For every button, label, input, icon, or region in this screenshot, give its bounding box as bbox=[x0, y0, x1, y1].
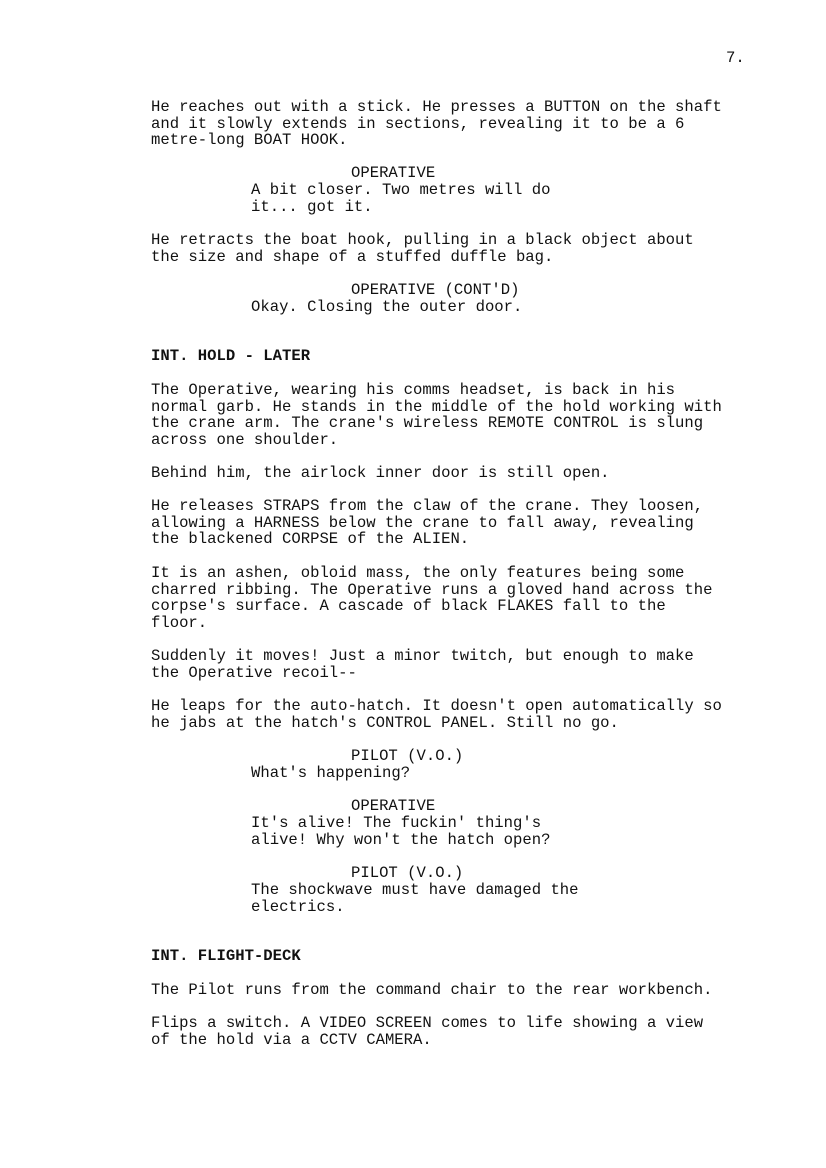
action-paragraph: The Pilot runs from the command chair to the rear workbench. bbox=[151, 981, 713, 999]
action-paragraph: He reaches out with a stick. He presses a BUTTON on the shaft and it slowly extends in sections, revealing it to be a 6 metre-long BOAT HOOK. bbox=[151, 98, 722, 150]
character-name: PILOT (V.O.) bbox=[351, 747, 464, 765]
dialogue: Okay. Closing the outer door. bbox=[251, 298, 523, 316]
scene-heading: INT. FLIGHT-DECK bbox=[151, 947, 301, 965]
action-paragraph: It is an ashen, obloid mass, the only features being some charred ribbing. The Operative runs a gloved hand across the corpse's surface. A cascade of black FLAKES fall to the floor. bbox=[151, 564, 713, 632]
action-paragraph: Behind him, the airlock inner door is still open. bbox=[151, 464, 610, 482]
action-paragraph: Suddenly it moves! Just a minor twitch, but enough to make the Operative recoil-- bbox=[151, 647, 694, 682]
action-paragraph: He leaps for the auto-hatch. It doesn't open automatically so he jabs at the hatch's CONTROL PANEL. Still no go. bbox=[151, 697, 722, 732]
action-paragraph: He releases STRAPS from the claw of the crane. They loosen, allowing a HARNESS below the crane to fall away, revealing the blackened CORPSE of the ALIEN. bbox=[151, 497, 704, 549]
character-name: PILOT (V.O.) bbox=[351, 864, 464, 882]
dialogue: A bit closer. Two metres will do it... got it. bbox=[251, 181, 551, 216]
scene-heading: INT. HOLD - LATER bbox=[151, 347, 311, 365]
character-name: OPERATIVE bbox=[351, 164, 436, 182]
dialogue: What's happening? bbox=[251, 764, 411, 782]
action-paragraph: The Operative, wearing his comms headset, is back in his normal garb. He stands in the middle of the hold working with the crane arm. The crane's wireless REMOTE CONTROL is slung across one shoulder. bbox=[151, 381, 722, 449]
action-paragraph: Flips a switch. A VIDEO SCREEN comes to life showing a view of the hold via a CCTV CAMERA. bbox=[151, 1014, 704, 1049]
dialogue: It's alive! The fuckin' thing's alive! Why won't the hatch open? bbox=[251, 814, 551, 849]
character-name: OPERATIVE (CONT'D) bbox=[351, 281, 520, 299]
action-paragraph: He retracts the boat hook, pulling in a black object about the size and shape of a stuffed duffle bag. bbox=[151, 231, 694, 266]
dialogue: The shockwave must have damaged the electrics. bbox=[251, 881, 579, 916]
page-number: 7. bbox=[726, 49, 745, 67]
character-name: OPERATIVE bbox=[351, 797, 436, 815]
